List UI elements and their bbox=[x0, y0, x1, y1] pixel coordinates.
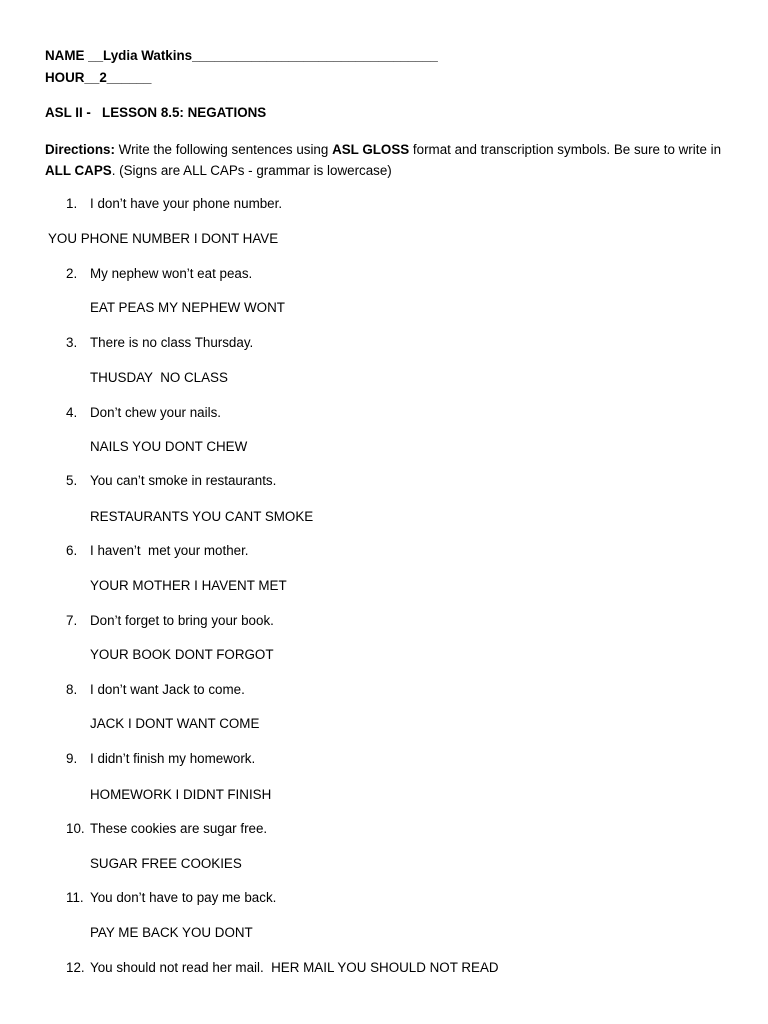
item-answer: YOU PHONE NUMBER I DONT HAVE bbox=[48, 231, 279, 246]
item-number: 7. bbox=[66, 613, 78, 628]
item-answer: HOMEWORK I DIDNT FINISH bbox=[90, 787, 272, 802]
directions-asl-gloss: ASL GLOSS bbox=[332, 142, 410, 157]
hour-line: HOUR__2______ bbox=[45, 70, 152, 85]
item-number: 5. bbox=[66, 473, 78, 488]
directions-text-3: . (Signs are ALL CAPs - grammar is lowercase) bbox=[111, 163, 392, 178]
item-answer: JACK I DONT WANT COME bbox=[90, 716, 260, 731]
item-number: 9. bbox=[66, 751, 78, 766]
item-sentence: I don’t want Jack to come. bbox=[90, 682, 245, 697]
item-answer: RESTAURANTS YOU CANT SMOKE bbox=[90, 509, 314, 524]
item-answer: NAILS YOU DONT CHEW bbox=[90, 439, 248, 454]
directions-all-caps: ALL CAPS bbox=[45, 163, 112, 178]
item-number: 1. bbox=[66, 196, 78, 211]
list-item bbox=[66, 821, 267, 837]
list-item bbox=[66, 751, 255, 767]
list-item bbox=[66, 543, 249, 559]
item-answer: PAY ME BACK YOU DONT bbox=[90, 925, 253, 940]
list-item bbox=[66, 405, 221, 421]
list-item bbox=[66, 960, 499, 976]
item-sentence: You can’t smoke in restaurants. bbox=[90, 473, 277, 488]
list-item bbox=[66, 613, 274, 629]
directions-label: Directions: bbox=[45, 142, 115, 157]
item-sentence: Don’t chew your nails. bbox=[90, 405, 221, 420]
item-number: 3. bbox=[66, 335, 78, 350]
list-item bbox=[66, 335, 253, 351]
item-number: 4. bbox=[66, 405, 78, 420]
item-sentence: My nephew won’t eat peas. bbox=[90, 266, 253, 281]
directions-text-1: Write the following sentences using bbox=[114, 142, 333, 157]
item-number: 11. bbox=[66, 890, 84, 905]
item-sentence: You don’t have to pay me back. bbox=[90, 890, 277, 905]
list-item bbox=[66, 890, 276, 906]
item-sentence: I don’t have your phone number. bbox=[90, 196, 283, 211]
directions bbox=[45, 139, 735, 181]
item-number: 6. bbox=[66, 543, 78, 558]
list-item bbox=[66, 473, 276, 489]
directions-text-2: format and transcription symbols. Be sure to write in bbox=[409, 142, 722, 157]
item-number: 12. bbox=[66, 960, 85, 975]
item-sentence: Don’t forget to bring your book. bbox=[90, 613, 274, 628]
item-answer: YOUR BOOK DONT FORGOT bbox=[90, 647, 274, 662]
item-sentence: There is no class Thursday. bbox=[90, 335, 254, 350]
item-answer: THUSDAY NO CLASS bbox=[90, 370, 228, 385]
list-item bbox=[66, 682, 245, 698]
lesson-title: ASL II - LESSON 8.5: NEGATIONS bbox=[45, 105, 267, 120]
item-answer: SUGAR FREE COOKIES bbox=[90, 856, 242, 871]
item-number: 2. bbox=[66, 266, 78, 281]
item-answer: YOUR MOTHER I HAVENT MET bbox=[90, 578, 287, 593]
list-item bbox=[66, 266, 252, 282]
item-sentence: I didn’t finish my homework. bbox=[90, 751, 256, 766]
name-line: NAME __Lydia Watkins_________________________________ bbox=[45, 48, 438, 63]
item-sentence: I haven’t met your mother. bbox=[90, 543, 249, 558]
list-item bbox=[66, 196, 282, 212]
item-sentence: You should not read her mail. HER MAIL YOU SHOULD NOT READ bbox=[90, 960, 499, 975]
item-sentence: These cookies are sugar free. bbox=[90, 821, 268, 836]
item-answer: EAT PEAS MY NEPHEW WONT bbox=[90, 300, 285, 315]
item-number: 10. bbox=[66, 821, 85, 836]
item-number: 8. bbox=[66, 682, 78, 697]
